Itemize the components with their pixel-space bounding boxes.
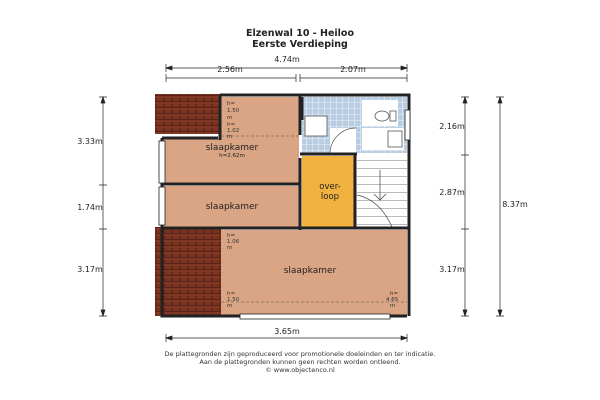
dim-left-2: 1.74m <box>77 203 103 212</box>
floor-title: Eerste Verdieping <box>252 39 348 50</box>
dim-bottom: 3.65m <box>274 327 300 336</box>
height-mark-e-1: h= <box>390 291 399 297</box>
height-mark-a-2: 1.50 <box>227 108 240 114</box>
height-mark-e-2: 4.65 <box>386 297 399 303</box>
height-mark-c-2: 1.06 <box>227 239 240 245</box>
dim-right-total: 8.37m <box>502 200 528 209</box>
landing-label-2: loop <box>320 192 340 202</box>
footer-line-1: De plattegronden zijn geproduceerd voor promotionele doeleinden en ter indicatie. <box>164 350 436 358</box>
toilet-tank <box>390 111 396 121</box>
height-mark-d-2: 1.50 <box>227 297 240 303</box>
height-mark-b-3: m <box>227 134 233 140</box>
room3-label: slaapkamer <box>283 266 337 276</box>
address-title: Elzenwal 10 - Heiloo <box>246 28 354 39</box>
dim-left-3: 3.17m <box>77 265 103 274</box>
dim-right-2: 2.87m <box>439 188 465 197</box>
roof-top <box>155 94 221 134</box>
window-left-2 <box>159 187 165 225</box>
height-mark-b-2: 1.02 <box>227 128 240 134</box>
height-mark-d-3: m <box>227 303 233 309</box>
dim-top-total: 4.74m <box>274 55 300 64</box>
window-left <box>159 141 165 183</box>
roof-bottom <box>155 227 221 316</box>
footer-line-2: Aan de plattegronden kunnen geen rechten worden ontleend. <box>199 358 401 366</box>
room1-label: slaapkamer <box>205 143 259 153</box>
dim-top-left: 2.56m <box>217 65 243 74</box>
landing-label-1: over- <box>319 182 341 192</box>
height-mark-c-1: h= <box>227 233 236 239</box>
height-mark-a-1: h= <box>227 101 236 107</box>
dim-top-right: 2.07m <box>340 65 366 74</box>
room1-height: h=2.62m <box>219 153 245 159</box>
height-mark-c-3: m <box>227 245 233 251</box>
window-right <box>405 110 410 140</box>
shower-tray <box>388 131 402 147</box>
dim-right-3: 3.17m <box>439 265 465 274</box>
height-mark-a-3: m <box>227 115 233 121</box>
footer-line-3: © www.objectenco.nl <box>265 366 335 374</box>
room2-label: slaapkamer <box>205 202 259 212</box>
stairwell <box>357 156 407 227</box>
washbasin <box>305 116 327 136</box>
height-mark-b-1: h= <box>227 122 236 128</box>
height-mark-e-3: m <box>390 303 396 309</box>
window-bottom <box>240 314 390 319</box>
dim-left-1: 3.33m <box>77 137 103 146</box>
height-mark-d-1: h= <box>227 291 236 297</box>
toilet <box>375 111 389 121</box>
dim-right-1: 2.16m <box>439 122 465 131</box>
